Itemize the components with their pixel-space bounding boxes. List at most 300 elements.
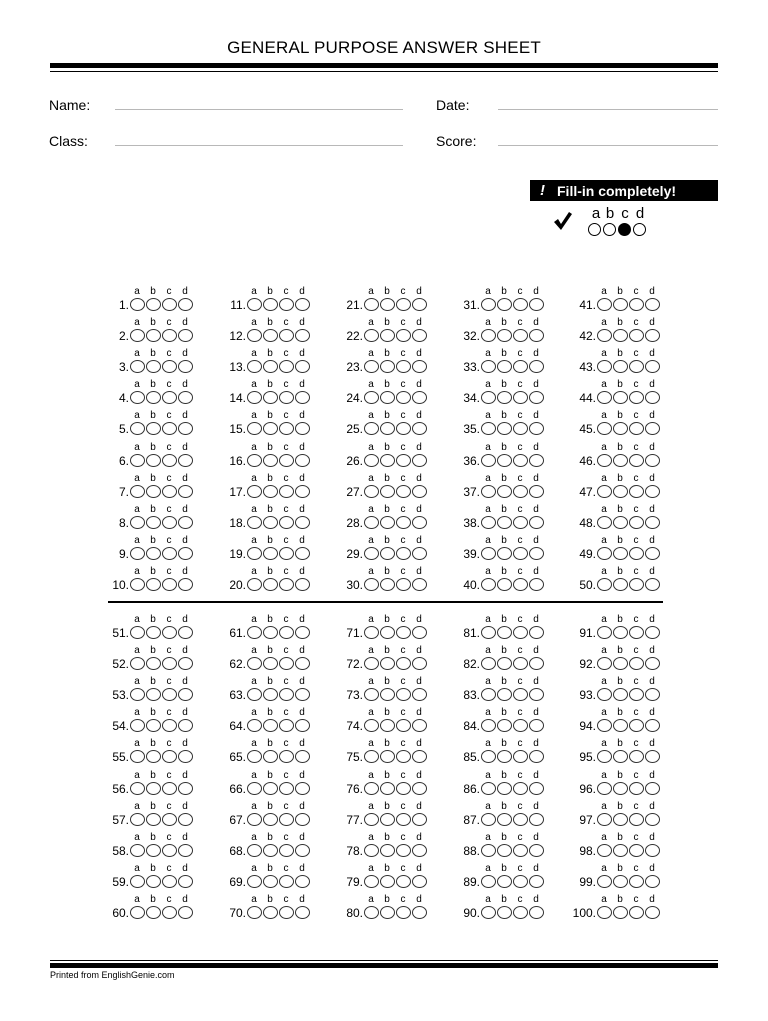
answer-bubble-98-a[interactable] <box>597 844 612 857</box>
answer-bubble-37-a[interactable] <box>481 485 496 498</box>
answer-bubble-91-c[interactable] <box>629 626 644 639</box>
answer-bubble-29-a[interactable] <box>364 547 379 560</box>
answer-bubble-64-a[interactable] <box>247 719 262 732</box>
answer-bubble-13-a[interactable] <box>247 360 262 373</box>
question-number: 26. <box>346 453 363 468</box>
answer-bubble-8-b[interactable] <box>146 516 161 529</box>
answer-bubble-71-a[interactable] <box>364 626 379 639</box>
answer-bubble-45-b[interactable] <box>613 422 628 435</box>
answer-bubble-93-a[interactable] <box>597 688 612 701</box>
choice-letter-a: a <box>251 831 257 843</box>
answer-bubble-95-b[interactable] <box>613 750 628 763</box>
choice-letter-b: b <box>267 831 273 843</box>
choice-letter-d: d <box>182 441 188 453</box>
answer-bubble-92-d[interactable] <box>645 657 660 670</box>
answer-bubble-11-b[interactable] <box>263 298 278 311</box>
answer-bubble-94-d[interactable] <box>645 719 660 732</box>
answer-bubble-77-b[interactable] <box>380 813 395 826</box>
answer-bubble-76-b[interactable] <box>380 782 395 795</box>
answer-bubble-100-a[interactable] <box>597 906 612 919</box>
choice-letter-c: c <box>633 441 639 453</box>
answer-bubble-97-b[interactable] <box>613 813 628 826</box>
answer-bubble-90-a[interactable] <box>481 906 496 919</box>
answer-bubble-43-b[interactable] <box>613 360 628 373</box>
choice-letter-c: c <box>166 707 172 719</box>
answer-bubble-62-a[interactable] <box>247 657 262 670</box>
answer-bubble-16-a[interactable] <box>247 454 262 467</box>
answer-bubble-9-b[interactable] <box>146 547 161 560</box>
choice-letter-a: a <box>368 534 374 546</box>
choice-letter-d: d <box>416 379 422 391</box>
choice-letter-c: c <box>517 410 523 422</box>
answer-bubble-85-a[interactable] <box>481 750 496 763</box>
answer-bubble-13-b[interactable] <box>263 360 278 373</box>
choice-letter-d: d <box>182 645 188 657</box>
answer-bubble-68-b[interactable] <box>263 844 278 857</box>
answer-bubble-55-b[interactable] <box>146 750 161 763</box>
answer-bubble-47-c[interactable] <box>629 485 644 498</box>
answer-bubble-31-b[interactable] <box>497 298 512 311</box>
answer-bubble-34-b[interactable] <box>497 391 512 404</box>
answer-bubble-73-a[interactable] <box>364 688 379 701</box>
answer-bubble-22-b[interactable] <box>380 329 395 342</box>
choice-letter-a: a <box>601 379 607 391</box>
answer-bubble-38-a[interactable] <box>481 516 496 529</box>
answer-bubble-94-a[interactable] <box>597 719 612 732</box>
answer-bubble-94-c[interactable] <box>629 719 644 732</box>
answer-bubble-48-a[interactable] <box>597 516 612 529</box>
answer-bubble-61-b[interactable] <box>263 626 278 639</box>
choice-letter-b: b <box>267 379 273 391</box>
answer-bubble-49-b[interactable] <box>613 547 628 560</box>
answer-bubble-84-b[interactable] <box>497 719 512 732</box>
answer-bubble-93-d[interactable] <box>645 688 660 701</box>
answer-bubble-95-d[interactable] <box>645 750 660 763</box>
answer-bubble-46-b[interactable] <box>613 454 628 467</box>
answer-bubble-87-b[interactable] <box>497 813 512 826</box>
answer-bubble-15-b[interactable] <box>263 422 278 435</box>
answer-bubble-44-a[interactable] <box>597 391 612 404</box>
answer-bubble-94-b[interactable] <box>613 719 628 732</box>
answer-bubble-56-a[interactable] <box>130 782 145 795</box>
answer-bubble-32-a[interactable] <box>481 329 496 342</box>
answer-bubble-66-a[interactable] <box>247 782 262 795</box>
answer-bubble-88-b[interactable] <box>497 844 512 857</box>
answer-bubble-44-c[interactable] <box>629 391 644 404</box>
answer-bubble-61-a[interactable] <box>247 626 262 639</box>
name-label: Name: <box>49 97 91 113</box>
answer-bubble-51-b[interactable] <box>146 626 161 639</box>
question-number: 43. <box>579 360 596 375</box>
answer-bubble-43-d[interactable] <box>645 360 660 373</box>
answer-bubble-41-d[interactable] <box>645 298 660 311</box>
answer-bubble-26-a[interactable] <box>364 454 379 467</box>
question-number: 46. <box>579 453 596 468</box>
answer-bubble-93-b[interactable] <box>613 688 628 701</box>
answer-bubble-58-b[interactable] <box>146 844 161 857</box>
answer-bubble-28-b[interactable] <box>380 516 395 529</box>
answer-bubble-77-a[interactable] <box>364 813 379 826</box>
choice-letter-a: a <box>368 645 374 657</box>
answer-bubble-50-c[interactable] <box>629 578 644 591</box>
answer-bubble-59-b[interactable] <box>146 875 161 888</box>
answer-bubble-32-b[interactable] <box>497 329 512 342</box>
choice-letter-d: d <box>299 738 305 750</box>
answer-bubble-70-a[interactable] <box>247 906 262 919</box>
choice-letter-d: d <box>533 286 539 297</box>
answer-bubble-96-d[interactable] <box>645 782 660 795</box>
choice-letter-a: a <box>601 503 607 515</box>
answer-bubble-2-a[interactable] <box>130 329 145 342</box>
answer-bubble-28-a[interactable] <box>364 516 379 529</box>
answer-bubble-42-a[interactable] <box>597 329 612 342</box>
choice-letter-d: d <box>182 707 188 719</box>
answer-bubble-56-b[interactable] <box>146 782 161 795</box>
choice-letter-d: d <box>649 800 655 812</box>
choice-letter-c: c <box>633 893 639 905</box>
answer-bubble-99-c[interactable] <box>629 875 644 888</box>
question-number: 89. <box>463 874 480 889</box>
answer-bubble-51-a[interactable] <box>130 626 145 639</box>
answer-bubble-26-b[interactable] <box>380 454 395 467</box>
answer-bubble-25-b[interactable] <box>380 422 395 435</box>
answer-bubble-69-b[interactable] <box>263 875 278 888</box>
answer-bubble-45-a[interactable] <box>597 422 612 435</box>
answer-bubble-47-d[interactable] <box>645 485 660 498</box>
answer-bubble-67-a[interactable] <box>247 813 262 826</box>
answer-bubble-17-b[interactable] <box>263 485 278 498</box>
choice-letter-c: c <box>633 614 639 625</box>
question-97 <box>515 801 665 831</box>
answer-bubble-5-a[interactable] <box>130 422 145 435</box>
answer-bubble-45-d[interactable] <box>645 422 660 435</box>
answer-bubble-90-b[interactable] <box>497 906 512 919</box>
answer-bubble-4-b[interactable] <box>146 391 161 404</box>
answer-bubble-1-b[interactable] <box>146 298 161 311</box>
answer-bubble-42-b[interactable] <box>613 329 628 342</box>
answer-bubble-97-a[interactable] <box>597 813 612 826</box>
answer-bubble-64-b[interactable] <box>263 719 278 732</box>
answer-bubble-83-b[interactable] <box>497 688 512 701</box>
answer-bubble-19-b[interactable] <box>263 547 278 560</box>
answer-bubble-30-b[interactable] <box>380 578 395 591</box>
answer-bubble-14-b[interactable] <box>263 391 278 404</box>
answer-bubble-82-b[interactable] <box>497 657 512 670</box>
answer-bubble-38-b[interactable] <box>497 516 512 529</box>
answer-bubble-35-a[interactable] <box>481 422 496 435</box>
answer-bubble-15-a[interactable] <box>247 422 262 435</box>
answer-bubble-53-b[interactable] <box>146 688 161 701</box>
choice-letter-d: d <box>649 769 655 781</box>
answer-bubble-89-a[interactable] <box>481 875 496 888</box>
answer-bubble-49-d[interactable] <box>645 547 660 560</box>
question-number: 97. <box>579 812 596 827</box>
answer-bubble-75-b[interactable] <box>380 750 395 763</box>
answer-bubble-4-a[interactable] <box>130 391 145 404</box>
choice-letter-c: c <box>166 676 172 688</box>
answer-bubble-29-b[interactable] <box>380 547 395 560</box>
answer-bubble-55-a[interactable] <box>130 750 145 763</box>
answer-bubble-10-a[interactable] <box>130 578 145 591</box>
answer-bubble-78-a[interactable] <box>364 844 379 857</box>
answer-bubble-27-b[interactable] <box>380 485 395 498</box>
question-number: 80. <box>346 905 363 920</box>
answer-bubble-14-a[interactable] <box>247 391 262 404</box>
answer-bubble-49-a[interactable] <box>597 547 612 560</box>
choice-letter-a: a <box>485 286 491 297</box>
answer-bubble-50-a[interactable] <box>597 578 612 591</box>
answer-bubble-92-c[interactable] <box>629 657 644 670</box>
question-number: 10. <box>112 577 129 592</box>
answer-bubble-60-a[interactable] <box>130 906 145 919</box>
answer-bubble-98-d[interactable] <box>645 844 660 857</box>
question-number: 60. <box>112 905 129 920</box>
choice-letter-b: b <box>150 614 156 625</box>
answer-bubble-20-a[interactable] <box>247 578 262 591</box>
answer-bubble-99-b[interactable] <box>613 875 628 888</box>
answer-bubble-78-b[interactable] <box>380 844 395 857</box>
answer-bubble-42-d[interactable] <box>645 329 660 342</box>
choice-letter-d: d <box>299 707 305 719</box>
answer-bubble-42-c[interactable] <box>629 329 644 342</box>
answer-bubble-19-a[interactable] <box>247 547 262 560</box>
choice-letter-c: c <box>400 614 406 625</box>
answer-bubble-93-c[interactable] <box>629 688 644 701</box>
answer-bubble-43-a[interactable] <box>597 360 612 373</box>
answer-bubble-87-a[interactable] <box>481 813 496 826</box>
answer-bubble-3-b[interactable] <box>146 360 161 373</box>
answer-bubble-89-b[interactable] <box>497 875 512 888</box>
choice-letter-d: d <box>182 862 188 874</box>
answer-bubble-24-a[interactable] <box>364 391 379 404</box>
answer-bubble-50-d[interactable] <box>645 578 660 591</box>
answer-bubble-45-c[interactable] <box>629 422 644 435</box>
choice-letter-a: a <box>134 707 140 719</box>
answer-bubble-92-b[interactable] <box>613 657 628 670</box>
answer-bubble-18-b[interactable] <box>263 516 278 529</box>
choice-letter-a: a <box>485 503 491 515</box>
answer-bubble-39-a[interactable] <box>481 547 496 560</box>
answer-bubble-100-b[interactable] <box>613 906 628 919</box>
answer-bubble-97-d[interactable] <box>645 813 660 826</box>
answer-bubble-72-b[interactable] <box>380 657 395 670</box>
answer-bubble-65-b[interactable] <box>263 750 278 763</box>
answer-bubble-11-a[interactable] <box>247 298 262 311</box>
answer-bubble-85-b[interactable] <box>497 750 512 763</box>
answer-bubble-21-a[interactable] <box>364 298 379 311</box>
choice-letter-c: c <box>633 348 639 360</box>
answer-bubble-20-b[interactable] <box>263 578 278 591</box>
answer-bubble-99-d[interactable] <box>645 875 660 888</box>
question-95 <box>515 738 665 768</box>
answer-bubble-68-a[interactable] <box>247 844 262 857</box>
answer-bubble-100-d[interactable] <box>645 906 660 919</box>
answer-bubble-66-b[interactable] <box>263 782 278 795</box>
answer-bubble-80-a[interactable] <box>364 906 379 919</box>
answer-bubble-49-c[interactable] <box>629 547 644 560</box>
answer-bubble-95-a[interactable] <box>597 750 612 763</box>
answer-bubble-96-c[interactable] <box>629 782 644 795</box>
answer-bubble-100-c[interactable] <box>629 906 644 919</box>
answer-bubble-12-b[interactable] <box>263 329 278 342</box>
choice-letter-a: a <box>485 645 491 657</box>
answer-bubble-98-c[interactable] <box>629 844 644 857</box>
answer-bubble-18-a[interactable] <box>247 516 262 529</box>
answer-bubble-36-a[interactable] <box>481 454 496 467</box>
answer-bubble-37-b[interactable] <box>497 485 512 498</box>
answer-bubble-73-b[interactable] <box>380 688 395 701</box>
answer-bubble-79-b[interactable] <box>380 875 395 888</box>
choice-letter-a: a <box>601 317 607 329</box>
answer-bubble-46-a[interactable] <box>597 454 612 467</box>
answer-bubble-6-a[interactable] <box>130 454 145 467</box>
answer-bubble-46-c[interactable] <box>629 454 644 467</box>
answer-bubble-76-a[interactable] <box>364 782 379 795</box>
answer-bubble-41-a[interactable] <box>597 298 612 311</box>
answer-bubble-63-a[interactable] <box>247 688 262 701</box>
answer-bubble-44-d[interactable] <box>645 391 660 404</box>
answer-bubble-50-b[interactable] <box>613 578 628 591</box>
answer-bubble-34-a[interactable] <box>481 391 496 404</box>
answer-bubble-86-b[interactable] <box>497 782 512 795</box>
answer-bubble-62-b[interactable] <box>263 657 278 670</box>
answer-bubble-36-b[interactable] <box>497 454 512 467</box>
answer-bubble-25-a[interactable] <box>364 422 379 435</box>
answer-bubble-41-c[interactable] <box>629 298 644 311</box>
answer-bubble-80-b[interactable] <box>380 906 395 919</box>
answer-bubble-44-b[interactable] <box>613 391 628 404</box>
choice-letter-b: b <box>150 565 156 577</box>
choice-letter-a: a <box>251 379 257 391</box>
answer-bubble-91-a[interactable] <box>597 626 612 639</box>
answer-bubble-48-b[interactable] <box>613 516 628 529</box>
question-number: 83. <box>463 688 480 703</box>
answer-bubble-75-a[interactable] <box>364 750 379 763</box>
answer-bubble-81-a[interactable] <box>481 626 496 639</box>
answer-bubble-92-a[interactable] <box>597 657 612 670</box>
choice-letter-d: d <box>533 738 539 750</box>
answer-bubble-35-b[interactable] <box>497 422 512 435</box>
answer-bubble-52-a[interactable] <box>130 657 145 670</box>
answer-bubble-96-a[interactable] <box>597 782 612 795</box>
answer-bubble-84-a[interactable] <box>481 719 496 732</box>
answer-bubble-5-b[interactable] <box>146 422 161 435</box>
answer-bubble-54-b[interactable] <box>146 719 161 732</box>
answer-bubble-88-a[interactable] <box>481 844 496 857</box>
choice-letter-b: b <box>150 676 156 688</box>
question-number: 49. <box>579 546 596 561</box>
question-100 <box>515 894 665 924</box>
answer-bubble-74-b[interactable] <box>380 719 395 732</box>
answer-bubble-47-b[interactable] <box>613 485 628 498</box>
answer-bubble-7-a[interactable] <box>130 485 145 498</box>
answer-bubble-98-b[interactable] <box>613 844 628 857</box>
choice-letter-c: c <box>283 676 289 688</box>
answer-bubble-33-a[interactable] <box>481 360 496 373</box>
answer-bubble-16-b[interactable] <box>263 454 278 467</box>
answer-bubble-91-b[interactable] <box>613 626 628 639</box>
answer-bubble-63-b[interactable] <box>263 688 278 701</box>
answer-bubble-72-a[interactable] <box>364 657 379 670</box>
answer-bubble-91-d[interactable] <box>645 626 660 639</box>
answer-bubble-7-b[interactable] <box>146 485 161 498</box>
answer-bubble-58-a[interactable] <box>130 844 145 857</box>
answer-bubble-48-d[interactable] <box>645 516 660 529</box>
answer-bubble-60-b[interactable] <box>146 906 161 919</box>
answer-bubble-96-b[interactable] <box>613 782 628 795</box>
answer-bubble-97-c[interactable] <box>629 813 644 826</box>
answer-bubble-83-a[interactable] <box>481 688 496 701</box>
answer-bubble-40-a[interactable] <box>481 578 496 591</box>
question-number: 94. <box>579 719 596 734</box>
answer-bubble-65-a[interactable] <box>247 750 262 763</box>
answer-bubble-57-a[interactable] <box>130 813 145 826</box>
choice-letter-b: b <box>150 862 156 874</box>
answer-bubble-99-a[interactable] <box>597 875 612 888</box>
answer-bubble-6-b[interactable] <box>146 454 161 467</box>
answer-bubble-40-b[interactable] <box>497 578 512 591</box>
answer-bubble-95-c[interactable] <box>629 750 644 763</box>
answer-bubble-1-a[interactable] <box>130 298 145 311</box>
answer-bubble-33-b[interactable] <box>497 360 512 373</box>
answer-bubble-39-b[interactable] <box>497 547 512 560</box>
answer-bubble-8-a[interactable] <box>130 516 145 529</box>
answer-bubble-57-b[interactable] <box>146 813 161 826</box>
answer-bubble-47-a[interactable] <box>597 485 612 498</box>
answer-bubble-27-a[interactable] <box>364 485 379 498</box>
answer-bubble-74-a[interactable] <box>364 719 379 732</box>
answer-bubble-79-a[interactable] <box>364 875 379 888</box>
choice-letter-b: b <box>150 707 156 719</box>
answer-bubble-12-a[interactable] <box>247 329 262 342</box>
answer-bubble-23-b[interactable] <box>380 360 395 373</box>
answer-bubble-30-a[interactable] <box>364 578 379 591</box>
answer-bubble-10-b[interactable] <box>146 578 161 591</box>
answer-bubble-69-a[interactable] <box>247 875 262 888</box>
answer-bubble-54-a[interactable] <box>130 719 145 732</box>
answer-bubble-2-b[interactable] <box>146 329 161 342</box>
answer-bubble-52-b[interactable] <box>146 657 161 670</box>
answer-bubble-17-a[interactable] <box>247 485 262 498</box>
answer-bubble-24-b[interactable] <box>380 391 395 404</box>
answer-bubble-48-c[interactable] <box>629 516 644 529</box>
answer-bubble-46-d[interactable] <box>645 454 660 467</box>
answer-bubble-23-a[interactable] <box>364 360 379 373</box>
answer-bubble-22-a[interactable] <box>364 329 379 342</box>
answer-bubble-9-a[interactable] <box>130 547 145 560</box>
choice-letter-c: c <box>400 800 406 812</box>
choice-letter-d: d <box>416 503 422 515</box>
answer-bubble-43-c[interactable] <box>629 360 644 373</box>
answer-bubble-59-a[interactable] <box>130 875 145 888</box>
answer-bubble-53-a[interactable] <box>130 688 145 701</box>
answer-bubble-21-b[interactable] <box>380 298 395 311</box>
answer-bubble-41-b[interactable] <box>613 298 628 311</box>
choice-letter-d: d <box>416 317 422 329</box>
answer-bubble-81-b[interactable] <box>497 626 512 639</box>
question-number: 90. <box>463 905 480 920</box>
choice-letter-c: c <box>166 862 172 874</box>
answer-bubble-82-a[interactable] <box>481 657 496 670</box>
answer-bubble-71-b[interactable] <box>380 626 395 639</box>
choice-letter-b: b <box>267 317 273 329</box>
answer-bubble-3-a[interactable] <box>130 360 145 373</box>
choice-letter-c: c <box>400 472 406 484</box>
answer-bubble-67-b[interactable] <box>263 813 278 826</box>
answer-bubble-31-a[interactable] <box>481 298 496 311</box>
answer-bubble-86-a[interactable] <box>481 782 496 795</box>
answer-bubble-70-b[interactable] <box>263 906 278 919</box>
